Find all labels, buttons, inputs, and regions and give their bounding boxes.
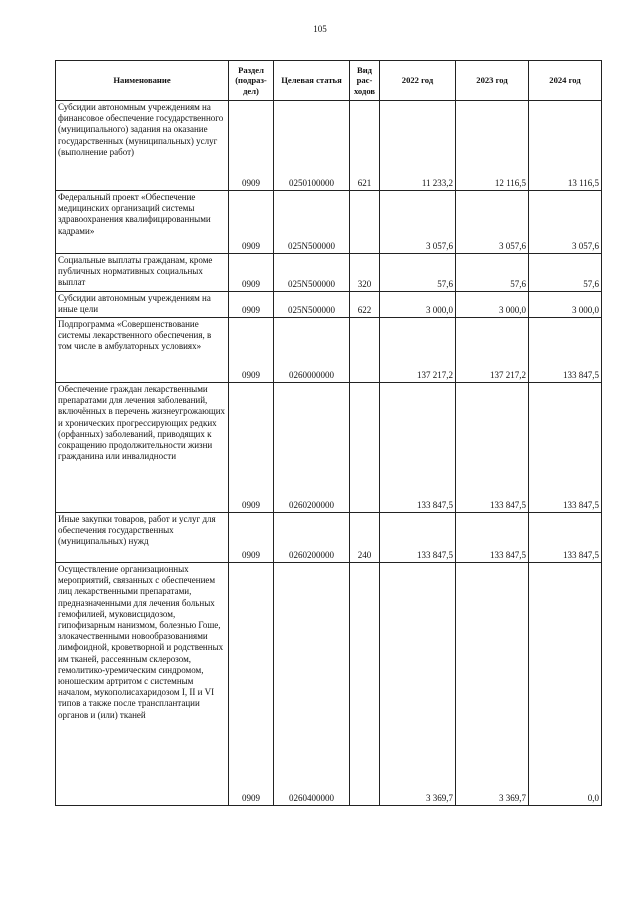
row-2024: 57,6 <box>529 254 602 292</box>
table-row <box>56 563 602 806</box>
row-expense-type: 622 <box>350 292 380 318</box>
row-2024: 3 000,0 <box>529 292 602 318</box>
row-expense-type: 240 <box>350 513 380 563</box>
row-expense-type <box>350 563 380 806</box>
row-name: Федеральный проект «Обеспечение медицинских организаций системы здравоохранения квалифицированными кадрами» <box>56 191 229 254</box>
header-target: Целевая статья <box>274 61 350 101</box>
page-number: 105 <box>313 24 327 34</box>
row-name: Осуществление организационных мероприятий, связанных с обеспечением лиц лекарственными препаратами, предназначенными для лечения больных гемофилией, муковисцидозом, гипофизарным нанизмом, болезнью Гоше, злокачественными новообразованиями лимфоидной, кроветворной и родственных им тканей, рассеянным склерозом, гемолитико-уремическим синдромом, юношеским артритом с системным началом, мукополисахаридозом I, II и VI типов а также после трансплантации органов и (или) тканей <box>56 563 229 806</box>
table-row <box>56 254 602 292</box>
row-name: Обеспечение граждан лекарственными препаратами для лечения заболеваний, включённых в перечень жизнеугрожающих и хронических прогрессирующих редких (орфанных) заболеваний, приводящих к сокращению продолжительности жизни гражданина или инвалидности <box>56 383 229 513</box>
row-section: 0909 <box>229 254 274 292</box>
row-section: 0909 <box>229 383 274 513</box>
row-2024: 133 847,5 <box>529 318 602 383</box>
row-2022: 133 847,5 <box>380 383 456 513</box>
row-expense-type <box>350 383 380 513</box>
row-2022: 11 233,2 <box>380 101 456 191</box>
row-section: 0909 <box>229 318 274 383</box>
header-section: Раздел (подраз-дел) <box>229 61 274 101</box>
row-2023: 133 847,5 <box>456 513 529 563</box>
row-2023: 12 116,5 <box>456 101 529 191</box>
header-expense-type: Вид рас-ходов <box>350 61 380 101</box>
budget-table <box>55 60 602 806</box>
row-expense-type <box>350 318 380 383</box>
header-2023: 2023 год <box>456 61 529 101</box>
row-section: 0909 <box>229 513 274 563</box>
row-target: 0260200000 <box>274 513 350 563</box>
row-name: Субсидии автономным учреждениям на иные цели <box>56 292 229 318</box>
table-row <box>56 318 602 383</box>
row-target: 025N500000 <box>274 191 350 254</box>
row-name: Социальные выплаты гражданам, кроме публичных нормативных социальных выплат <box>56 254 229 292</box>
row-2024: 13 116,5 <box>529 101 602 191</box>
row-target: 0260200000 <box>274 383 350 513</box>
row-target: 025N500000 <box>274 254 350 292</box>
row-2022: 3 369,7 <box>380 563 456 806</box>
header-name: Наименование <box>56 61 229 101</box>
row-2023: 3 000,0 <box>456 292 529 318</box>
table-row <box>56 513 602 563</box>
row-expense-type: 320 <box>350 254 380 292</box>
row-target: 0250100000 <box>274 101 350 191</box>
row-target: 0260000000 <box>274 318 350 383</box>
row-2023: 3 057,6 <box>456 191 529 254</box>
row-section: 0909 <box>229 563 274 806</box>
table-row <box>56 191 602 254</box>
row-2022: 3 000,0 <box>380 292 456 318</box>
row-expense-type: 621 <box>350 101 380 191</box>
row-2022: 3 057,6 <box>380 191 456 254</box>
row-target: 025N500000 <box>274 292 350 318</box>
row-expense-type <box>350 191 380 254</box>
row-2024: 3 057,6 <box>529 191 602 254</box>
header-2024: 2024 год <box>529 61 602 101</box>
row-2023: 133 847,5 <box>456 383 529 513</box>
row-target: 0260400000 <box>274 563 350 806</box>
row-2022: 137 217,2 <box>380 318 456 383</box>
row-2023: 57,6 <box>456 254 529 292</box>
row-section: 0909 <box>229 292 274 318</box>
header-row <box>56 61 602 101</box>
row-name: Подпрограмма «Совершенствование системы лекарственного обеспечения, в том числе в амбулаторных условиях» <box>56 318 229 383</box>
row-section: 0909 <box>229 101 274 191</box>
row-2024: 133 847,5 <box>529 513 602 563</box>
row-2023: 3 369,7 <box>456 563 529 806</box>
table-row <box>56 101 602 191</box>
row-2022: 57,6 <box>380 254 456 292</box>
row-2024: 133 847,5 <box>529 383 602 513</box>
table-row <box>56 292 602 318</box>
row-section: 0909 <box>229 191 274 254</box>
table-row <box>56 383 602 513</box>
row-2022: 133 847,5 <box>380 513 456 563</box>
row-name: Субсидии автономным учреждениям на финансовое обеспечение государственного (муниципального) задания на оказание государственных (муниципальных) услуг (выполнение работ) <box>56 101 229 191</box>
row-name: Иные закупки товаров, работ и услуг для обеспечения государственных (муниципальных) нужд <box>56 513 229 563</box>
header-2022: 2022 год <box>380 61 456 101</box>
row-2023: 137 217,2 <box>456 318 529 383</box>
row-2024: 0,0 <box>529 563 602 806</box>
